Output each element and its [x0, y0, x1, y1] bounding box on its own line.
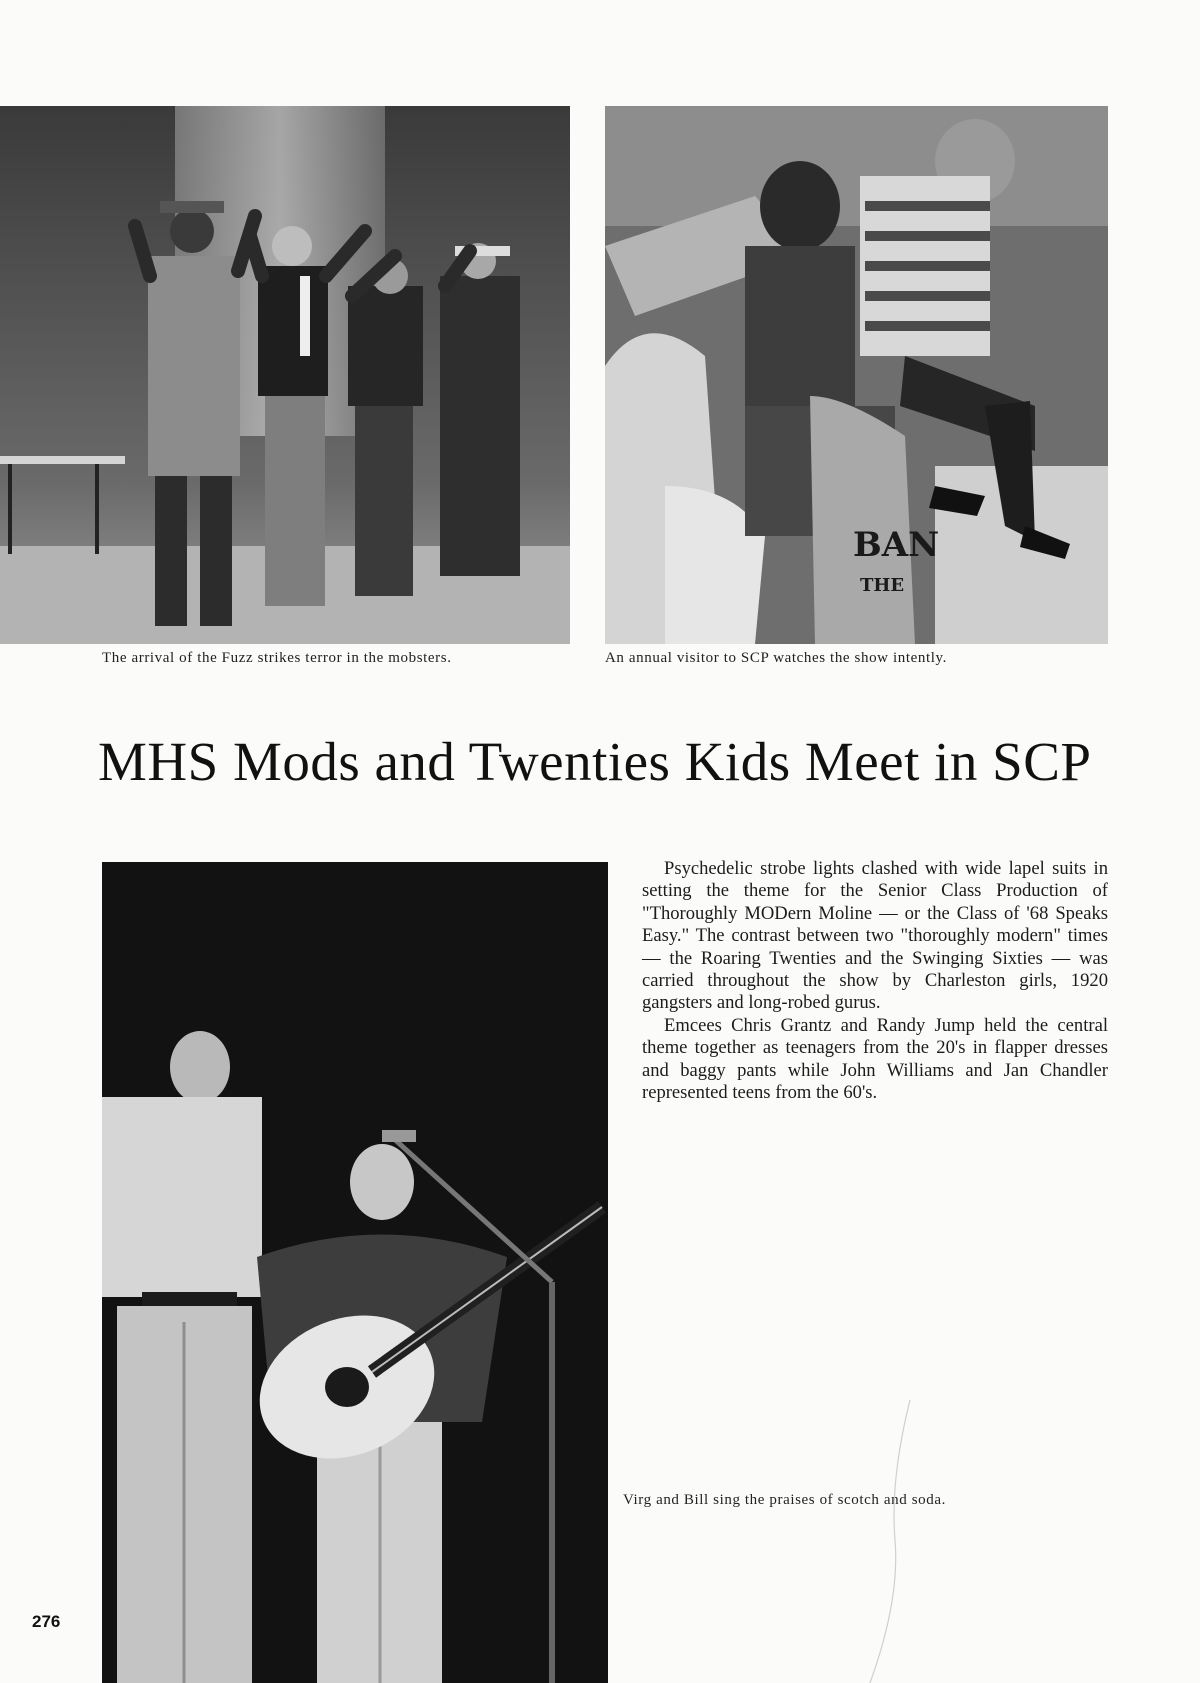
- caption-singers: Virg and Bill sing the praises of scotch and soda.: [623, 1492, 946, 1508]
- sign-text-the: THE: [860, 575, 905, 596]
- page-number: 276: [32, 1612, 61, 1631]
- paper-crease-mark: [850, 1400, 930, 1683]
- article-paragraph-2: Emcees Chris Grantz and Randy Jump held the central theme together as teenagers from the 20's in flapper dresses and baggy pants while John Williams and Jan Chandler represented teens from the 60's.: [642, 1014, 1108, 1104]
- caption-mobsters: The arrival of the Fuzz strikes terror in the mobsters.: [102, 650, 452, 666]
- caption-visitor: An annual visitor to SCP watches the show intently.: [605, 650, 947, 666]
- article-body: [642, 858, 1108, 1104]
- photo-mobsters: [0, 106, 570, 644]
- photo-visitor: [605, 106, 1108, 644]
- photo-singers: [102, 862, 608, 1683]
- page-headline: MHS Mods and Twenties Kids Meet in SCP: [98, 731, 1092, 792]
- sign-text-ban: BAN: [853, 525, 940, 565]
- article-paragraph-1: Psychedelic strobe lights clashed with wide lapel suits in setting the theme for the Senior Class Production of "Thoroughly MODern Moline — or the Class of '68 Speaks Easy." The contrast between two "thoroughly modern" times — the Roaring Twenties and the Swinging Sixties — was carried throughout the show by Charleston girls, 1920 gangsters and long-robed gurus.: [642, 858, 1108, 1014]
